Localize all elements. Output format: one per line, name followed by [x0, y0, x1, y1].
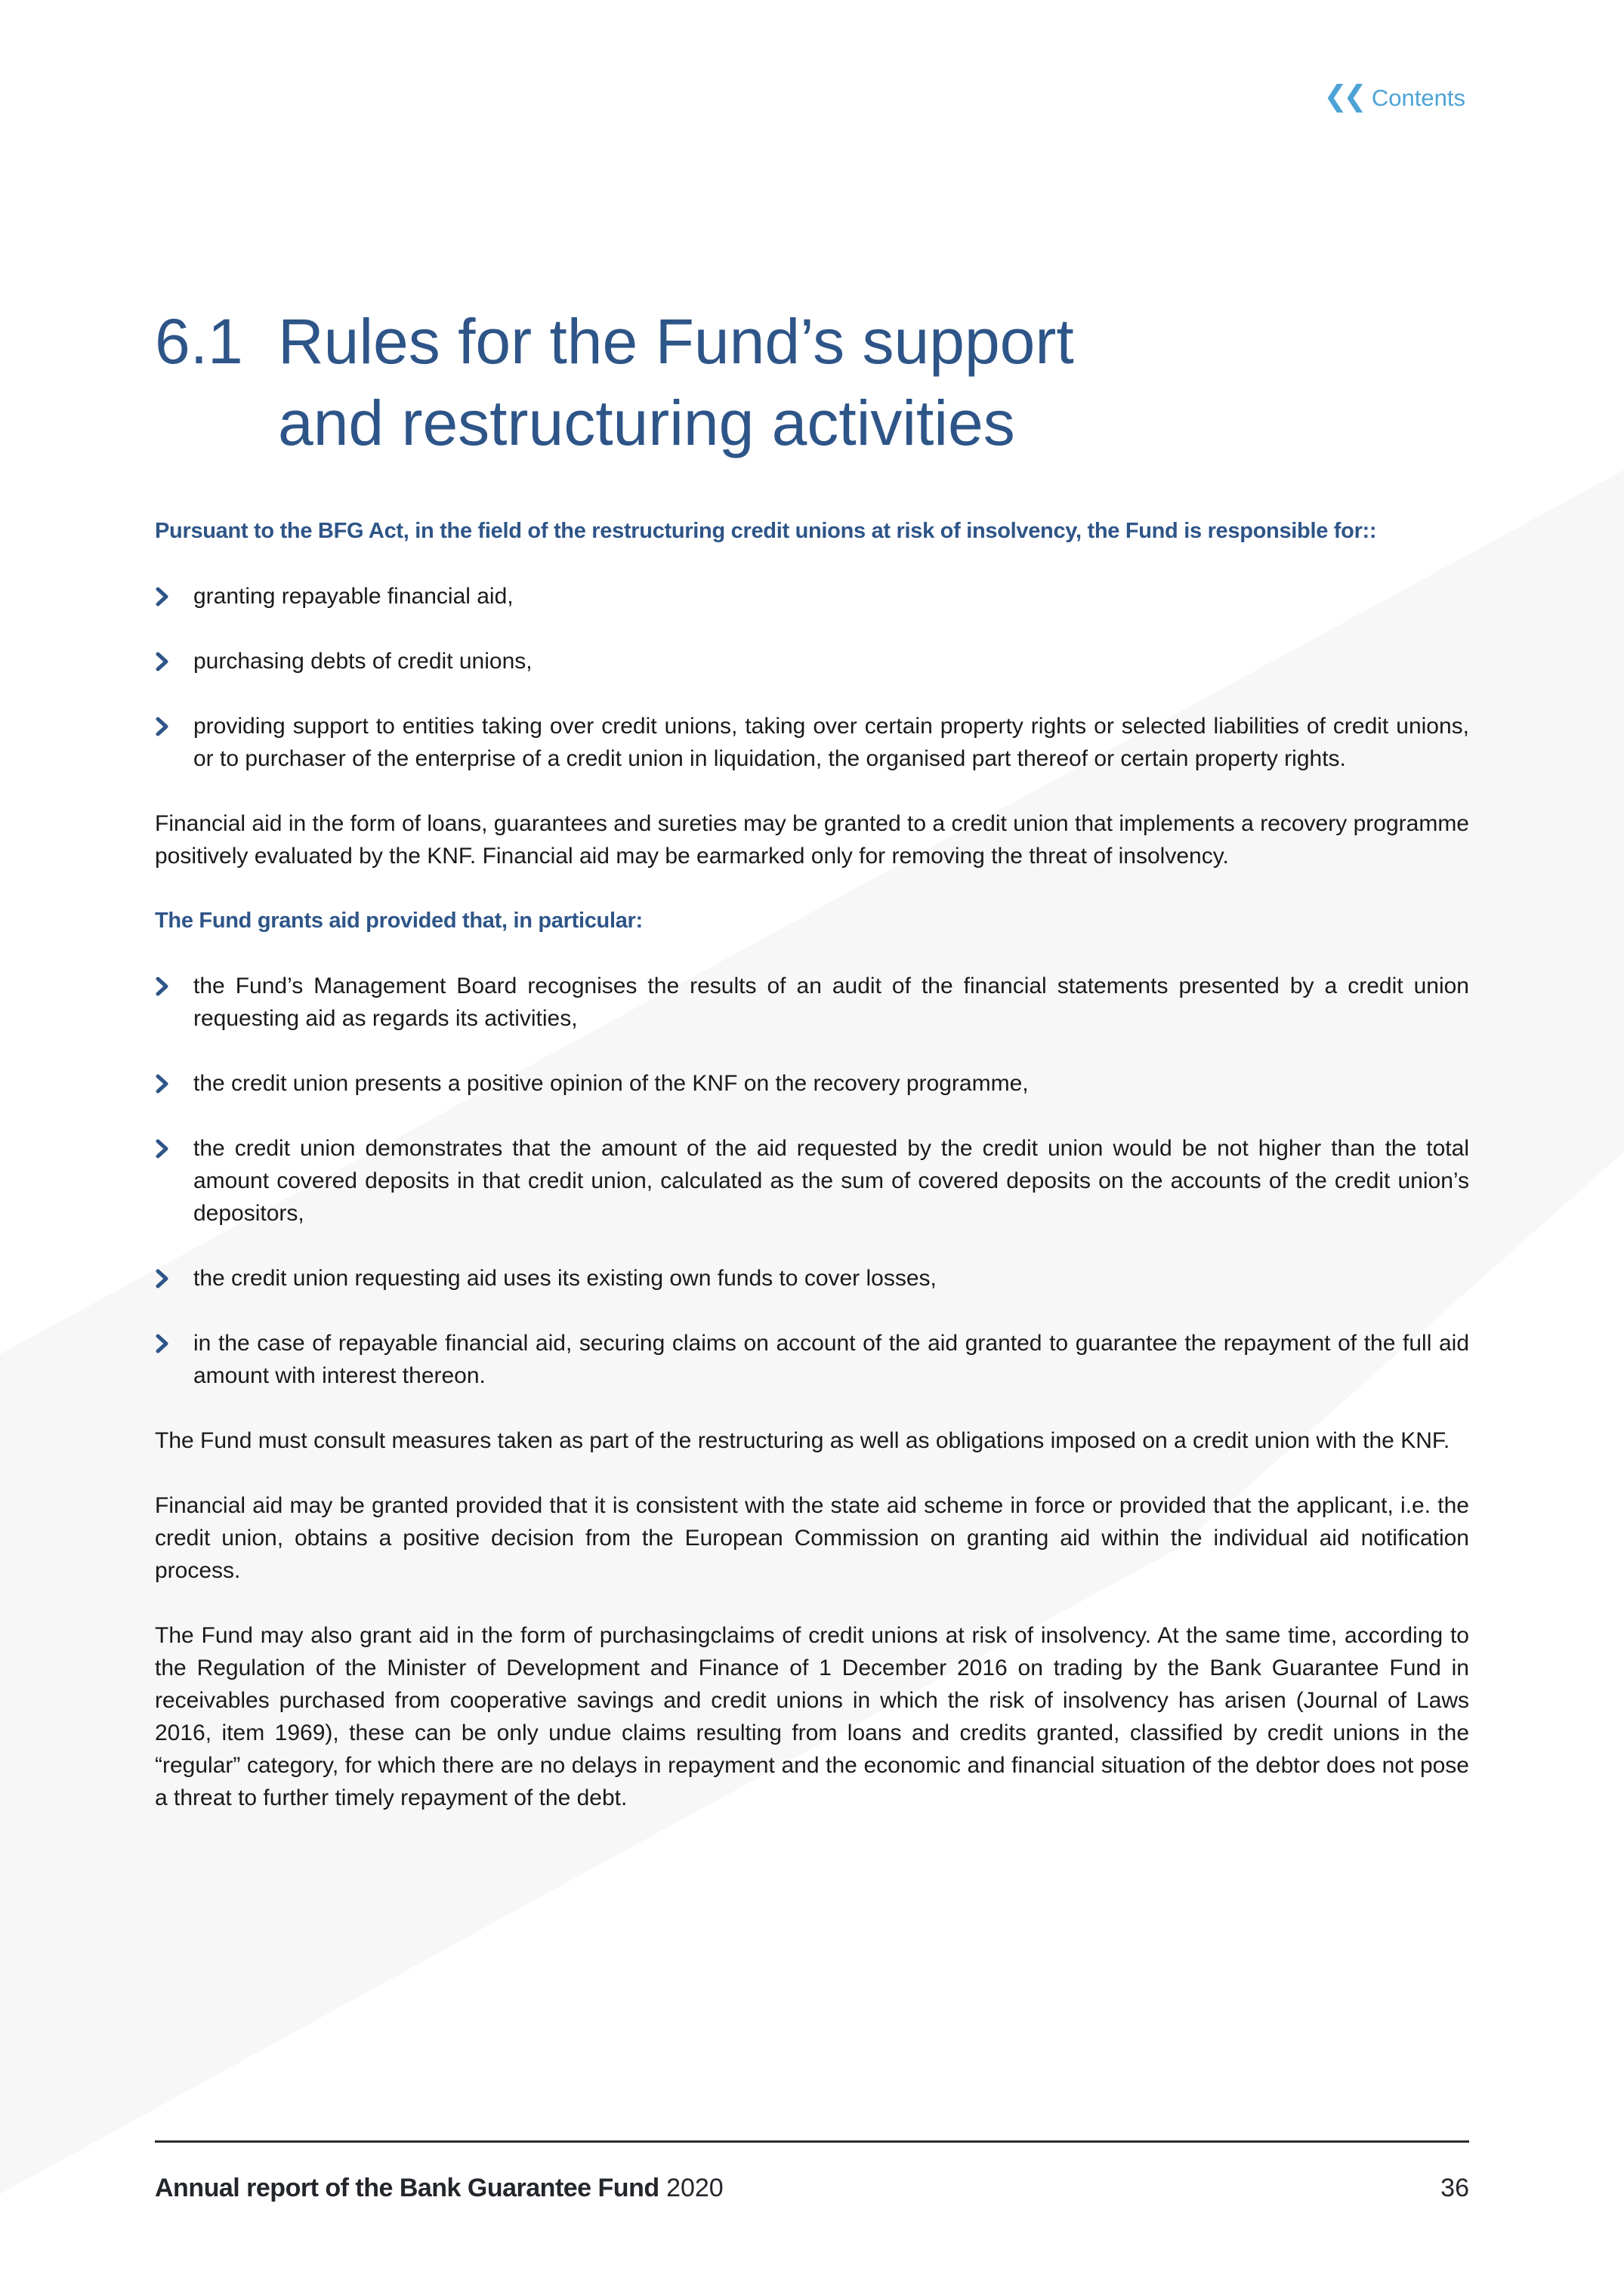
- list-item: [155, 1262, 1469, 1295]
- responsibilities-list: [155, 580, 1469, 775]
- chevron-right-icon: [155, 717, 170, 736]
- list-item: [155, 710, 1469, 775]
- list-item: [155, 1327, 1469, 1392]
- list-item: [155, 970, 1469, 1035]
- list-item: [155, 1067, 1469, 1100]
- financial-aid-paragraph: Financial aid in the form of loans, guarantees and sureties may be granted to a credit union that implements a recovery programme positively evaluated by the KNF. Financial aid may be earmarked only for removing the threat of insolvency.: [155, 811, 1469, 869]
- section-title-line-2: and restructuring activities: [278, 387, 1015, 458]
- conditions-lead: The Fund grants aid provided that, in particular:: [155, 909, 643, 933]
- chevron-right-icon: [155, 1334, 170, 1353]
- list-item-text: the credit union requesting aid uses its existing own funds to cover losses,: [193, 1266, 937, 1291]
- list-item-text: the credit union demonstrates that the amount of the aid requested by the credit union would be not higher than the total amount covered deposits in that credit union, calculated as the sum of covered deposits on the accounts of the credit union’s depositors,: [193, 1136, 1469, 1226]
- page-number: 36: [1440, 2174, 1469, 2202]
- list-item: [155, 1132, 1469, 1230]
- footer-year: 2020: [666, 2174, 724, 2202]
- list-item-text: granting repayable financial aid,: [193, 584, 514, 609]
- double-chevron-left-icon: ❮❮: [1323, 81, 1363, 113]
- contents-link[interactable]: [1323, 81, 1465, 113]
- list-item-text: providing support to entities taking over credit unions, taking over certain property rights or selected liabilities of credit unions, or to purchaser of the enterprise of a credit union in liquidation, the organised part thereof or certain property rights.: [193, 714, 1469, 771]
- footer-report-title: [155, 2174, 724, 2203]
- chevron-right-icon: [155, 652, 170, 671]
- footer-title-bold: Annual report of the Bank Guarantee Fund: [155, 2174, 659, 2202]
- state-aid-paragraph: Financial aid may be granted provided that it is consistent with the state aid scheme in force or provided that the applicant, i.e. the credit union, obtains a positive decision from the European Commission on granting aid within the individual aid notification process.: [155, 1493, 1469, 1583]
- section-title-line-1: Rules for the Fund’s support: [278, 306, 1074, 377]
- chevron-right-icon: [155, 1269, 170, 1288]
- conditions-list: [155, 970, 1469, 1392]
- section-number: 6.1: [155, 306, 243, 377]
- list-item: [155, 580, 1469, 613]
- chevron-right-icon: [155, 1074, 170, 1094]
- list-item: [155, 645, 1469, 677]
- chevron-right-icon: [155, 587, 170, 606]
- contents-label: Contents: [1371, 85, 1465, 111]
- list-item-text: purchasing debts of credit unions,: [193, 649, 533, 674]
- list-item-text: the Fund’s Management Board recognises the results of an audit of the financial statements presented by a credit union requesting aid as regards its activities,: [193, 974, 1469, 1031]
- footer-divider: [155, 2140, 1469, 2143]
- list-item-text: in the case of repayable financial aid, securing claims on account of the aid granted to guarantee the repayment of the full aid amount with interest thereon.: [193, 1331, 1469, 1388]
- purchasing-claims-paragraph: The Fund may also grant aid in the form of purchasingclaims of credit unions at risk of insolvency. At the same time, according to the Regulation of the Minister of Development and Finance of 1 December 2016 on trading by the Bank Guarantee Fund in receivables purchased from cooperative savings and credit unions in which the risk of insolvency has arisen (Journal of Laws 2016, item 1969), these can be only undue claims resulting from loans and credits granted, classified by credit unions in the “regular” category, for which there are no delays in repayment and the economic and financial situation of the debtor does not pose a threat to further timely repayment of the debt.: [155, 1623, 1469, 1810]
- consultation-paragraph: The Fund must consult measures taken as part of the restructuring as well as obligations imposed on a credit union with the KNF.: [155, 1428, 1450, 1453]
- list-item-text: the credit union presents a positive opinion of the KNF on the recovery programme,: [193, 1071, 1029, 1096]
- body-content: [155, 515, 1469, 1847]
- chevron-right-icon: [155, 977, 170, 996]
- responsibilities-lead: Pursuant to the BFG Act, in the field of the restructuring credit unions at risk of insolvency, the Fund is responsible for::: [155, 519, 1377, 543]
- chevron-right-icon: [155, 1139, 170, 1159]
- section-title: [155, 301, 1439, 464]
